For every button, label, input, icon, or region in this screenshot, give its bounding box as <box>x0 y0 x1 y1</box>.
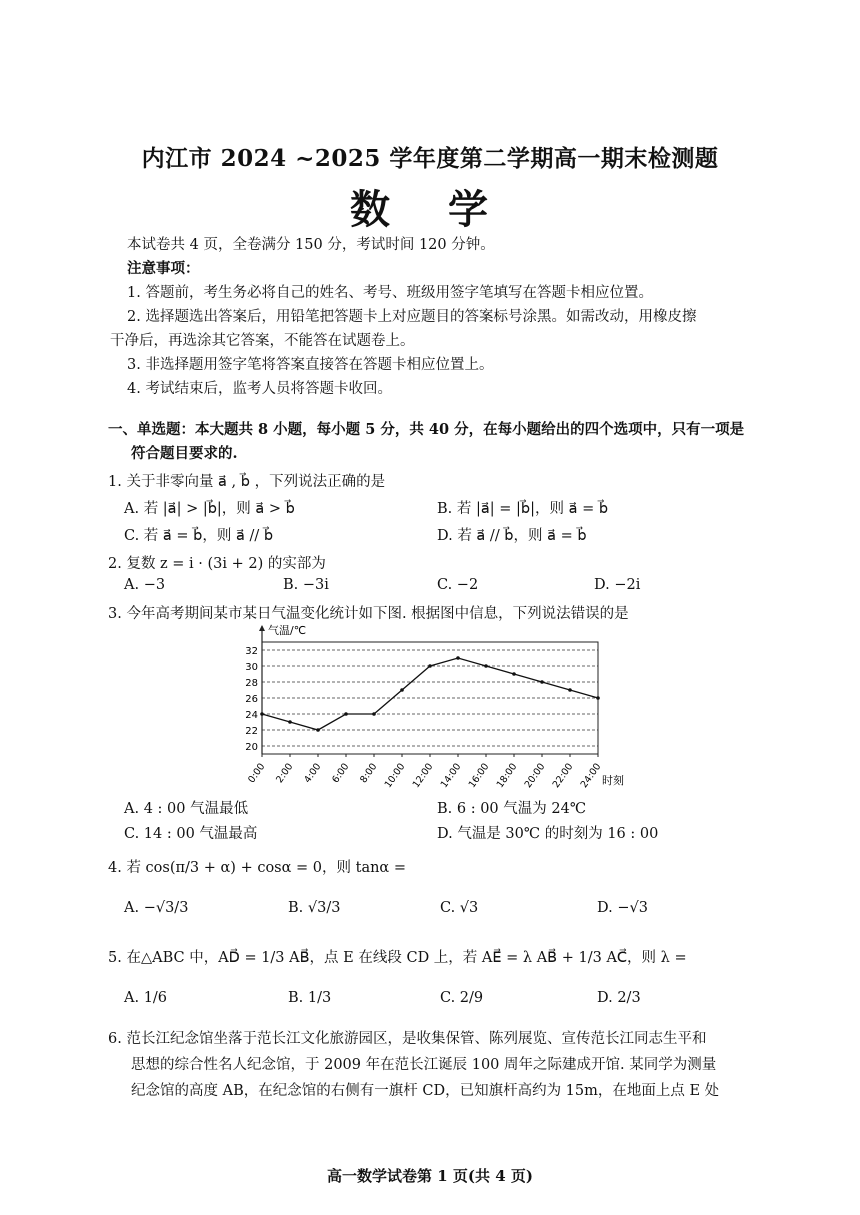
chart-x-tick-label: 12:00 <box>410 761 436 791</box>
notice-item: 4. 考试结束后，监考人员将答题卡收回。 <box>127 381 392 397</box>
chart-x-tick-label: 6:00 <box>330 761 352 786</box>
chart-data-point <box>456 656 460 660</box>
question-6-line: 6. 范长江纪念馆坐落于范长江文化旅游园区，是收集保管、陈列展览、宣传范长江同志生平和 <box>108 1031 707 1047</box>
chart-data-point <box>484 664 488 668</box>
chart-data-point <box>372 712 376 716</box>
question-3-option-b: B. 6 : 00 气温为 24℃ <box>437 801 587 817</box>
chart-data-point <box>400 688 404 692</box>
chart-data-point <box>260 712 264 716</box>
question-5-stem: 5. 在△ABC 中，AD⃗ = 1/3 AB⃗，点 E 在线段 CD 上，若 AE⃗ = λ AB⃗ + 1/3 AC⃗，则 λ = <box>108 950 687 966</box>
chart-x-tick-label: 20:00 <box>522 761 548 791</box>
chart-y-tick-label: 20 <box>245 742 258 753</box>
question-3-option-c: C. 14 : 00 气温最高 <box>124 826 258 842</box>
chart-y-tick-label: 28 <box>245 678 258 689</box>
notice-item: 2. 选择题选出答案后，用铅笔把答题卡上对应题目的答案标号涂黑。如需改动，用橡皮擦 <box>127 309 697 325</box>
chart-x-tick-label: 10:00 <box>382 761 408 791</box>
question-1-option-c: C. 若 a⃗ = b⃗，则 a⃗ // b⃗ <box>124 528 274 544</box>
question-1-stem: 1. 关于非零向量 a⃗ , b⃗ ，下列说法正确的是 <box>108 474 386 490</box>
chart-data-point <box>596 696 600 700</box>
chart-data-point <box>344 712 348 716</box>
chart-data-point <box>540 680 544 684</box>
temperature-chart <box>240 622 650 800</box>
notice-item: 干净后，再选涂其它答案，不能答在试题卷上。 <box>110 333 415 349</box>
question-4-stem: 4. 若 cos(π/3 + α) + cosα = 0，则 tanα = <box>108 860 406 876</box>
chart-y-tick-label: 32 <box>245 646 258 657</box>
chart-x-axis-label: 时刻 <box>602 774 624 787</box>
question-3-option-a: A. 4 : 00 气温最低 <box>124 801 249 817</box>
question-2-stem: 2. 复数 z = i · (3i + 2) 的实部为 <box>108 556 326 572</box>
question-5-option-a: A. 1/6 <box>124 990 168 1006</box>
chart-y-axis-arrow <box>259 625 265 631</box>
chart-x-tick-label: 4:00 <box>302 761 324 786</box>
question-1-option-d: D. 若 a⃗ // b⃗，则 a⃗ = b⃗ <box>437 528 587 544</box>
notice-heading: 注意事项： <box>127 260 200 277</box>
question-2-option-c: C. −2 <box>437 577 479 593</box>
chart-series-line <box>262 658 598 730</box>
question-5-option-c: C. 2/9 <box>440 990 484 1006</box>
question-2-option-d: D. −2i <box>594 577 641 593</box>
question-1-option-b: B. 若 |a⃗| = |b⃗|，则 a⃗ = b⃗ <box>437 501 609 517</box>
question-4-option-a: A. −√3/3 <box>124 900 189 916</box>
exam-subject: 数 学 <box>350 186 510 233</box>
question-4-option-d: D. −√3 <box>597 900 648 916</box>
chart-x-tick-label: 2:00 <box>274 761 296 786</box>
notice-item: 3. 非选择题用签字笔将答案直接答在答题卡相应位置上。 <box>127 357 494 373</box>
question-4-option-c: C. √3 <box>440 900 479 916</box>
chart-y-tick-label: 22 <box>245 726 258 737</box>
chart-y-axis-label: 气温/℃ <box>268 624 307 637</box>
exam-intro: 本试卷共 4 页，全卷满分 150 分，考试时间 120 分钟。 <box>127 237 495 253</box>
chart-x-tick-label: 24:00 <box>578 761 604 791</box>
chart-data-point <box>568 688 572 692</box>
chart-data-point <box>512 672 516 676</box>
question-3-stem: 3. 今年高考期间某市某日气温变化统计如下图. 根据图中信息，下列说法错误的是 <box>108 606 629 622</box>
question-2-option-a: A. −3 <box>124 577 166 593</box>
question-6-line: 思想的综合性名人纪念馆，于 2009 年在范长江诞辰 100 周年之际建成开馆. 某同学为测量 <box>131 1057 717 1073</box>
chart-x-tick-label: 18:00 <box>494 761 520 791</box>
chart-data-point <box>288 720 292 724</box>
chart-x-tick-label: 22:00 <box>550 761 576 791</box>
chart-x-tick-label: 8:00 <box>358 761 380 786</box>
question-2-option-b: B. −3i <box>283 577 329 593</box>
chart-data-point <box>316 728 320 732</box>
chart-data-point <box>428 664 432 668</box>
chart-x-tick-label: 0:00 <box>246 761 268 786</box>
question-5-option-b: B. 1/3 <box>288 990 332 1006</box>
question-6-line: 纪念馆的高度 AB，在纪念馆的右侧有一旗杆 CD，已知旗杆高约为 15m，在地面上点 E 处 <box>131 1083 720 1099</box>
exam-title: 内江市 2024 ~2025 学年度第二学期高一期末检测题 <box>141 145 719 172</box>
section-heading: 一、单选题：本大题共 8 小题，每小题 5 分，共 40 分，在每小题给出的四个选项中，只有一项是 <box>108 421 745 438</box>
chart-x-tick-label: 14:00 <box>438 761 464 791</box>
chart-y-tick-label: 24 <box>245 710 258 721</box>
chart-x-tick-label: 16:00 <box>466 761 492 791</box>
question-5-option-d: D. 2/3 <box>597 990 641 1006</box>
notice-item: 1. 答题前，考生务必将自己的姓名、考号、班级用签字笔填写在答题卡相应位置。 <box>127 285 653 301</box>
page-footer: 高一数学试卷第 1 页(共 4 页) <box>327 1167 533 1185</box>
section-heading-cont: 符合题目要求的. <box>131 445 238 462</box>
question-3-option-d: D. 气温是 30℃ 的时刻为 16 : 00 <box>437 826 659 842</box>
question-1-option-a: A. 若 |a⃗| > |b⃗|，则 a⃗ > b⃗ <box>124 501 295 517</box>
chart-y-tick-label: 26 <box>245 694 258 705</box>
question-4-option-b: B. √3/3 <box>288 900 341 916</box>
chart-y-tick-label: 30 <box>245 662 258 673</box>
